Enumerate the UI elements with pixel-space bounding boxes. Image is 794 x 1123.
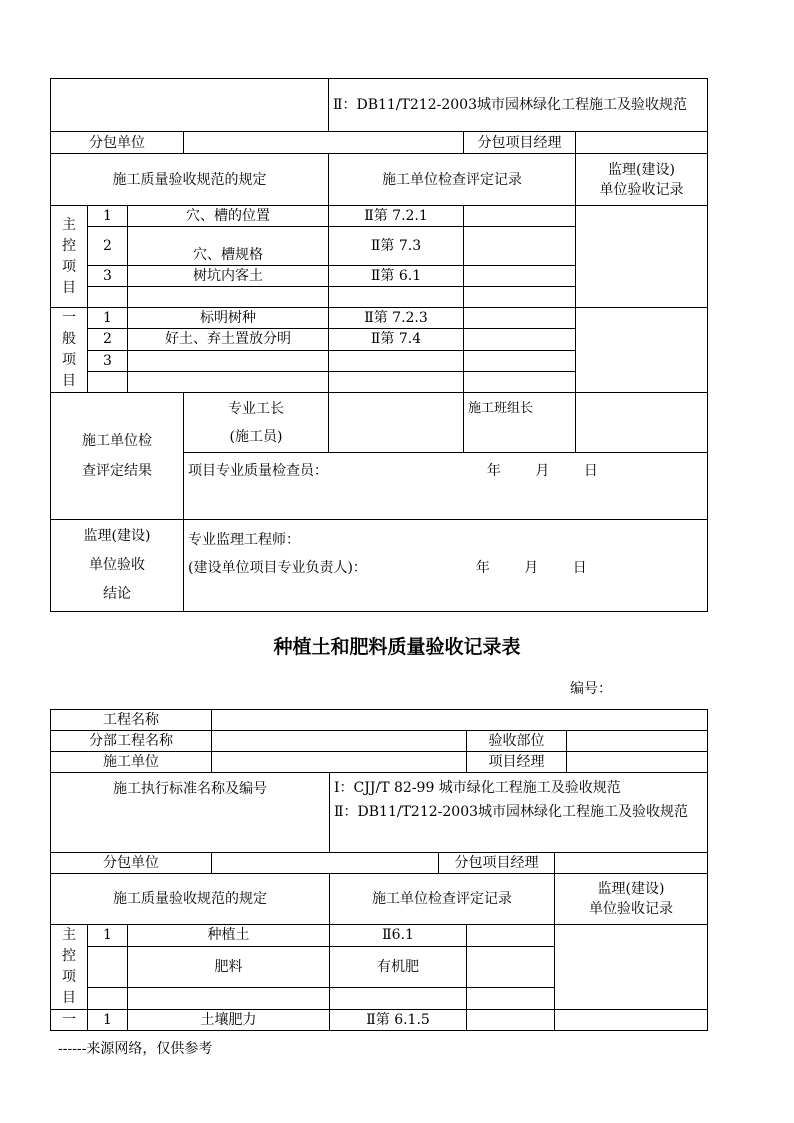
general-row-no: 3 [88, 350, 128, 371]
general-row-item: 标明树种 [128, 308, 329, 329]
standard-2: Ⅱ：DB11/T212-2003城市园林绿化工程施工及验收规范 [334, 804, 689, 820]
supervision-conclusion-line1: 监理(建设) [83, 528, 151, 544]
header-rule: 施工质量验收规范的规定 [51, 874, 330, 925]
main-row-no: 1 [88, 206, 128, 227]
header-supervision-line2: 单位验收记录 [589, 901, 674, 917]
header-rule: 施工质量验收规范的规定 [51, 154, 329, 206]
header-supervision-line1: 监理(建设) [608, 161, 675, 178]
main-row-record[interactable] [467, 946, 555, 987]
subcontractor-label: 分包单位 [51, 853, 212, 874]
day-label: 日 [583, 463, 598, 479]
subcontractor-label: 分包单位 [51, 132, 184, 154]
inspection-table-1 [50, 78, 708, 612]
general-row-ref[interactable] [329, 371, 464, 392]
general-row-ref: Ⅱ第 7.2.3 [329, 308, 464, 329]
standard-label-blank [51, 79, 329, 132]
main-row-no: 3 [88, 266, 128, 287]
vertical-label-text: 主控项目 [62, 927, 76, 1006]
general-row-record[interactable] [464, 371, 576, 392]
standard-label: 施工执行标准名称及编号 [51, 773, 330, 853]
main-control-label [51, 925, 88, 1010]
owner-responsible-row [188, 554, 703, 582]
general-row-item: 好土、弃土置放分明 [128, 329, 329, 350]
quality-inspector-label: 项目专业质量检查员： [188, 463, 328, 479]
pm-value[interactable] [567, 752, 708, 773]
sub-project-value[interactable] [212, 731, 467, 752]
general-supervision-record[interactable] [555, 1010, 708, 1031]
accept-part-label: 验收部位 [467, 731, 567, 752]
main-row-no [88, 946, 128, 987]
general-row-no: 2 [88, 329, 128, 350]
contractor-label: 施工单位 [51, 752, 212, 773]
main-row-no: 1 [88, 925, 128, 947]
project-name-value[interactable] [212, 710, 708, 731]
main-row-no [88, 287, 128, 308]
general-row-item[interactable] [128, 371, 329, 392]
vertical-label-text: 主控项目 [62, 216, 76, 296]
general-row-ref[interactable] [329, 350, 464, 371]
check-result-label [51, 393, 184, 520]
owner-responsible-label: (建设单位项目专业负责人)： [188, 560, 367, 576]
main-row-item: 树坑内客土 [128, 266, 329, 287]
main-row-ref: Ⅱ第 7.3 [329, 227, 464, 266]
main-row-record[interactable] [467, 925, 555, 947]
check-result-label-line1: 施工单位检 [82, 433, 152, 449]
year-label: 年 [486, 463, 501, 479]
main-row-record[interactable] [467, 988, 555, 1010]
sub-pm-label: 分包项目经理 [439, 853, 555, 874]
main-row-ref[interactable] [329, 287, 464, 308]
supervision-conclusion-line3: 结论 [103, 586, 131, 602]
number-label: 编号： [570, 681, 612, 697]
contractor-value[interactable] [212, 752, 467, 773]
sub-project-label: 分部工程名称 [51, 731, 212, 752]
main-row-ref: Ⅱ第 7.2.1 [329, 206, 464, 227]
month-label: 月 [535, 463, 550, 479]
general-row-item[interactable] [128, 350, 329, 371]
sub-pm-label: 分包项目经理 [464, 132, 576, 154]
subcontractor-value[interactable] [184, 132, 464, 154]
month-label: 月 [524, 560, 539, 576]
general-row-record[interactable] [464, 350, 576, 371]
foreman-value[interactable] [329, 393, 464, 453]
sub-pm-value[interactable] [555, 853, 708, 874]
main-row-ref: 有机肥 [330, 946, 467, 987]
project-name-label: 工程名称 [51, 710, 212, 731]
day-label: 日 [572, 560, 587, 576]
main-supervision-record[interactable] [576, 206, 708, 308]
vertical-label-text: 一般项目 [62, 310, 76, 389]
main-row-item: 穴、槽的位置 [128, 206, 329, 227]
header-record: 施工单位检查评定记录 [329, 154, 576, 206]
supervision-conclusion-label [51, 520, 184, 612]
check-result-label-line2: 查评定结果 [82, 463, 152, 479]
general-row-no: 1 [88, 1010, 128, 1031]
header-supervision [555, 874, 708, 925]
standard-values [330, 773, 708, 853]
general-row-ref: Ⅱ第 7.4 [329, 329, 464, 350]
form-title: 种植土和肥料质量验收记录表 [273, 636, 521, 658]
general-row-record[interactable] [464, 329, 576, 350]
general-row-ref: Ⅱ第 6.1.5 [330, 1010, 467, 1031]
general-row-record[interactable] [467, 1010, 555, 1031]
main-row-no: 2 [88, 227, 128, 266]
year-label: 年 [475, 560, 490, 576]
main-row-ref: Ⅱ6.1 [330, 925, 467, 947]
general-row-no: 1 [88, 308, 128, 329]
header-supervision-line1: 监理(建设) [597, 881, 665, 897]
main-row-record[interactable] [464, 206, 576, 227]
header-record: 施工单位检查评定记录 [330, 874, 555, 925]
header-supervision-line2: 单位验收记录 [599, 181, 684, 198]
pm-label: 项目经理 [467, 752, 567, 773]
general-items-label [51, 308, 88, 393]
main-row-no [88, 988, 128, 1010]
main-row-item: 种植土 [128, 925, 330, 947]
foreman-label-line2: (施工员) [229, 428, 283, 445]
main-row-item: 肥料 [128, 946, 330, 987]
main-row-item[interactable] [128, 287, 329, 308]
team-leader-label: 施工班组长 [464, 393, 576, 453]
supervision-conclusion-content [184, 520, 708, 612]
foreman-label-line1: 专业工长 [228, 400, 284, 417]
standard-1: Ⅰ：CJJ/T 82-99 城市绿化工程施工及验收规范 [334, 780, 621, 796]
main-row-record[interactable] [464, 287, 576, 308]
supervision-conclusion-line2: 单位验收 [89, 557, 145, 573]
sub-pm-value[interactable] [576, 132, 708, 154]
accept-part-value[interactable] [567, 731, 708, 752]
header-supervision [576, 154, 708, 206]
general-supervision-record[interactable] [576, 308, 708, 393]
main-row-record[interactable] [464, 266, 576, 287]
subcontractor-value[interactable] [212, 853, 439, 874]
supervision-engineer-label: 专业监理工程师： [188, 532, 300, 548]
main-row-item: 穴、槽规格 [128, 227, 329, 266]
main-row-record[interactable] [464, 227, 576, 266]
foreman-label [184, 393, 329, 453]
general-items-label: 一 [51, 1010, 88, 1031]
main-row-ref: Ⅱ第 6.1 [329, 266, 464, 287]
main-row-item[interactable] [128, 988, 330, 1010]
main-row-ref[interactable] [330, 988, 467, 1010]
standard-2: Ⅱ：DB11/T212-2003城市园林绿化工程施工及验收规范 [329, 79, 708, 132]
main-control-label [51, 206, 88, 308]
main-supervision-record[interactable] [555, 925, 708, 1010]
inspection-table-2 [50, 709, 708, 1031]
team-leader-value[interactable] [576, 393, 708, 453]
quality-inspector-row [184, 453, 708, 520]
general-row-no [88, 371, 128, 392]
general-row-record[interactable] [464, 308, 576, 329]
general-row-item: 土壤肥力 [128, 1010, 330, 1031]
footer-note: ------来源网络，仅供参考 [58, 1041, 213, 1057]
